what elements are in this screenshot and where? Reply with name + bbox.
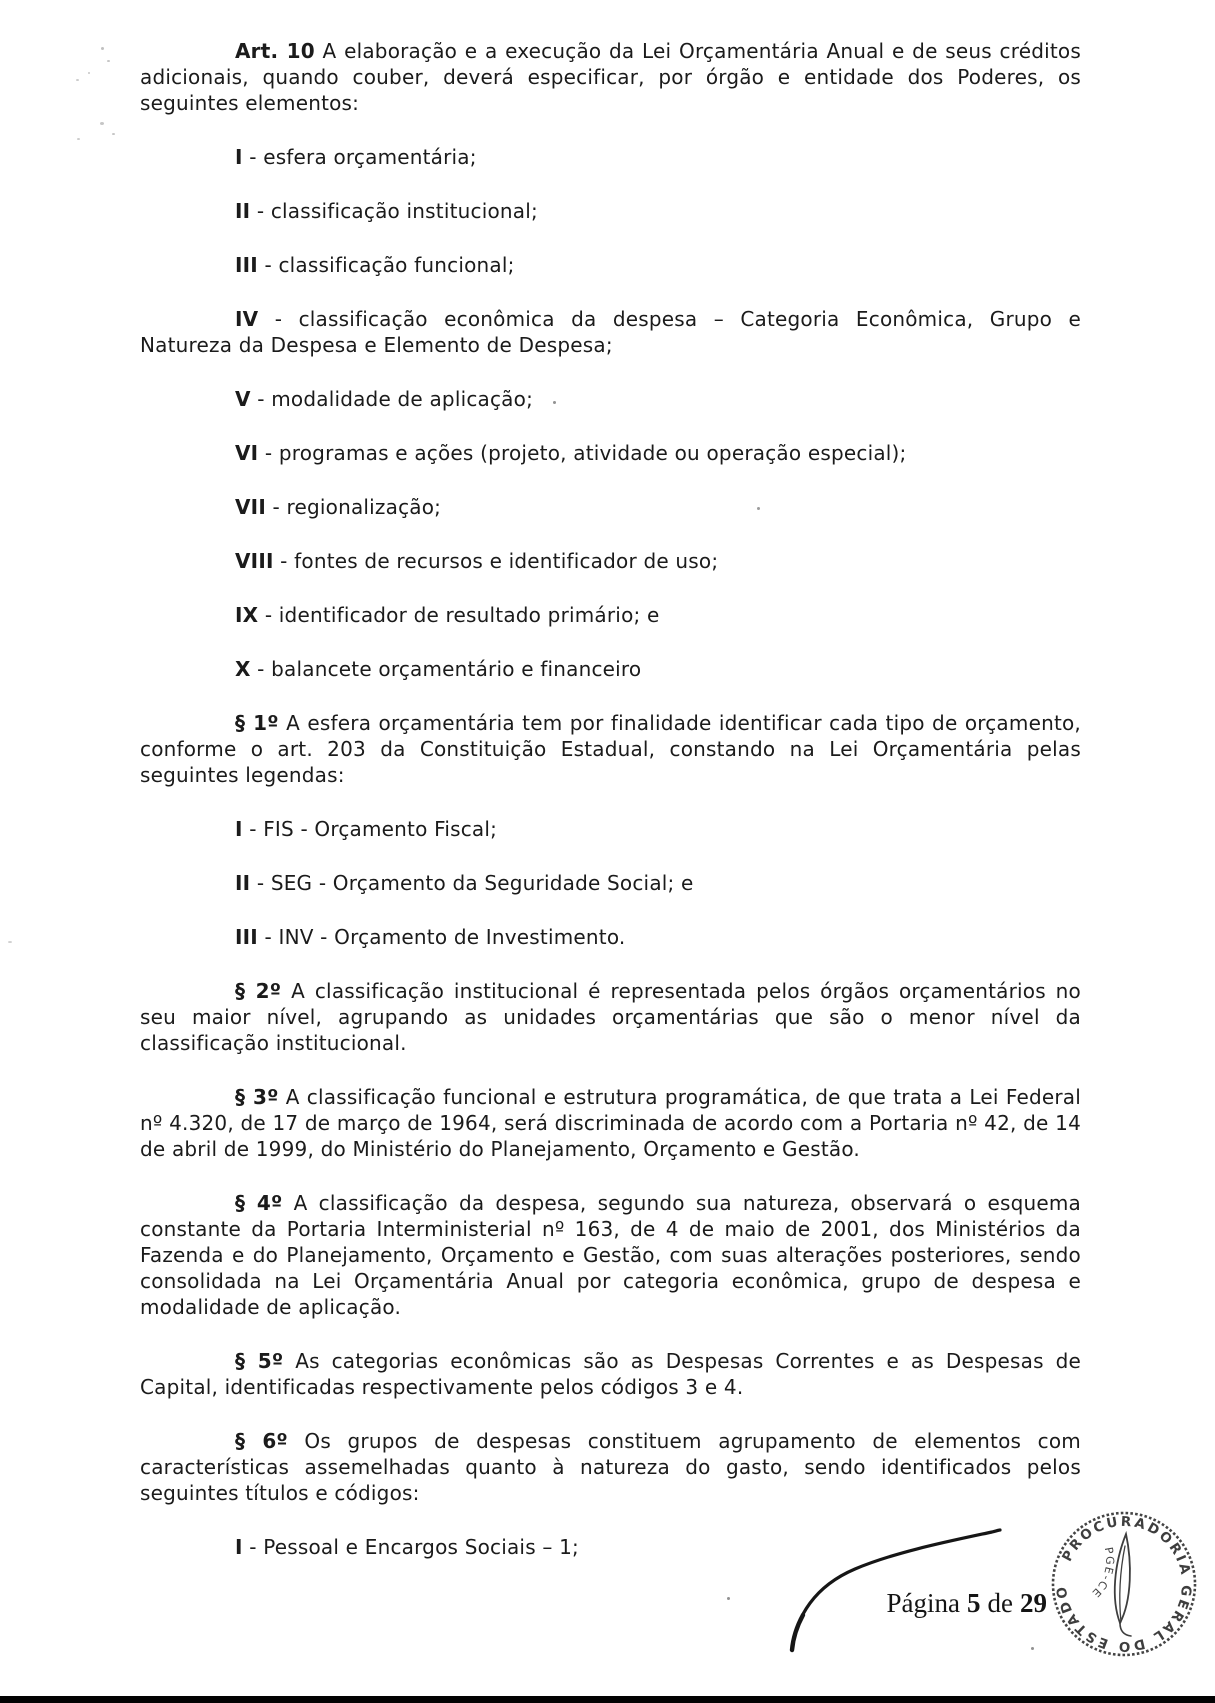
paragraph-lead: § 5º bbox=[235, 1349, 284, 1373]
paragraph-text: A classificação institucional é representada pelos órgãos orçamentários no seu maior nível, agrupando as unidades orçamentárias que são o menor nível da classificação institucional. bbox=[140, 979, 1081, 1055]
scan-noise-speck bbox=[8, 941, 12, 943]
paragraph-lead: X bbox=[235, 657, 251, 681]
paragraph bbox=[140, 1084, 1081, 1162]
paragraph-text: A elaboração e a execução da Lei Orçamentária Anual e de seus créditos adicionais, quando couber, deverá especificar, por órgão e entidade dos Poderes, os seguintes elementos: bbox=[140, 39, 1081, 115]
paragraph-text: - classificação institucional; bbox=[250, 199, 538, 223]
paragraph-lead: IV bbox=[235, 307, 259, 331]
paragraph bbox=[140, 602, 1081, 628]
paragraph-lead: IX bbox=[235, 603, 259, 627]
scan-noise-speck bbox=[100, 122, 104, 125]
paragraph-text: A classificação funcional e estrutura programática, de que trata a Lei Federal nº 4.320, de 17 de março de 1964, será discriminada de acordo com a Portaria nº 42, de 14 de abril de 1999, do Ministério do Planejamento, Orçamento e Gestão. bbox=[140, 1085, 1081, 1161]
scan-noise-speck bbox=[1031, 1647, 1034, 1650]
paragraph bbox=[140, 144, 1081, 170]
paragraph bbox=[140, 198, 1081, 224]
paragraph-lead: Art. 10 bbox=[235, 39, 315, 63]
page-label: Página bbox=[886, 1588, 961, 1618]
paragraph-lead: II bbox=[235, 199, 251, 223]
paragraph bbox=[140, 816, 1081, 842]
paragraph-lead: § 1º bbox=[235, 711, 279, 735]
scan-noise-speck bbox=[77, 138, 80, 140]
paragraph bbox=[140, 252, 1081, 278]
page-total: 29 bbox=[1020, 1588, 1047, 1618]
paragraph-lead: § 6º bbox=[235, 1429, 288, 1453]
paragraph-lead: III bbox=[235, 925, 258, 949]
paragraph-lead: I bbox=[235, 1535, 243, 1559]
paragraph-text: A classificação da despesa, segundo sua natureza, observará o esquema constante da Portaria Interministerial nº 163, de 4 de maio de 2001, dos Ministérios da Fazenda e do Planejamento, Orçamento e Gestão, com suas alterações posteriores, sendo consolidada na Lei Orçamentária Anual por categoria econômica, grupo de despesa e modalidade de aplicação. bbox=[140, 1191, 1081, 1319]
paragraph-text: - fontes de recursos e identificador de uso; bbox=[273, 549, 719, 573]
paragraph bbox=[140, 978, 1081, 1056]
paragraph bbox=[140, 1190, 1081, 1320]
paragraph-text: - identificador de resultado primário; e bbox=[258, 603, 660, 627]
scan-noise-speck bbox=[107, 60, 110, 62]
paragraph bbox=[140, 710, 1081, 788]
paragraph-lead: § 2º bbox=[235, 979, 282, 1003]
scan-edge-bar bbox=[0, 1696, 1215, 1703]
page-current: 5 bbox=[967, 1588, 981, 1618]
page-number-footer bbox=[140, 1588, 1047, 1619]
paragraph-text: - classificação econômica da despesa – Categoria Econômica, Grupo e Natureza da Despesa e Elemento de Despesa; bbox=[140, 307, 1081, 357]
scan-noise-speck bbox=[88, 72, 90, 74]
paragraph bbox=[140, 656, 1081, 682]
stamp-badge-text: PGE-CE bbox=[1088, 1546, 1117, 1601]
paragraph-text: - Pessoal e Encargos Sociais – 1; bbox=[242, 1535, 579, 1559]
document-body bbox=[140, 38, 1081, 1588]
paragraph bbox=[140, 870, 1081, 896]
scan-noise-speck bbox=[76, 79, 79, 81]
scan-noise-speck bbox=[101, 47, 104, 50]
page-separator: de bbox=[987, 1588, 1013, 1618]
paragraph bbox=[140, 38, 1081, 116]
paragraph-lead: VI bbox=[235, 441, 259, 465]
paragraph-lead: § 4º bbox=[235, 1191, 283, 1215]
paragraph-lead: I bbox=[235, 145, 243, 169]
paragraph bbox=[140, 924, 1081, 950]
paragraph-text: - modalidade de aplicação; bbox=[250, 387, 534, 411]
paragraph-lead: VIII bbox=[235, 549, 274, 573]
paragraph-lead: § 3º bbox=[235, 1085, 279, 1109]
stamp-ring-text: PROCURADORIA GERAL DO ESTADO bbox=[1053, 1513, 1195, 1655]
paragraph-text: - regionalização; bbox=[265, 495, 442, 519]
paragraph-text: - INV - Orçamento de Investimento. bbox=[257, 925, 626, 949]
paragraph bbox=[140, 1348, 1081, 1400]
paragraph bbox=[140, 306, 1081, 358]
paragraph-text: Os grupos de despesas constituem agrupamento de elementos com características assemelhadas quanto à natureza do gasto, sendo identificados pelos seguintes títulos e códigos: bbox=[140, 1429, 1081, 1505]
procuradoria-stamp bbox=[1044, 1504, 1204, 1664]
paragraph-lead: I bbox=[235, 817, 243, 841]
svg-text:PGE-CE bbox=[1088, 1546, 1116, 1601]
paragraph-text: - esfera orçamentária; bbox=[242, 145, 477, 169]
quill-icon bbox=[1115, 1534, 1131, 1636]
paragraph-lead: II bbox=[235, 871, 251, 895]
paragraph-lead: III bbox=[235, 253, 258, 277]
paragraph-text: - FIS - Orçamento Fiscal; bbox=[242, 817, 498, 841]
paragraph-text: A esfera orçamentária tem por finalidade identificar cada tipo de orçamento, conforme o art. 203 da Constituição Estadual, constando na Lei Orçamentária pelas seguintes legendas: bbox=[140, 711, 1081, 787]
paragraph-lead: V bbox=[235, 387, 251, 411]
paragraph-text: As categorias econômicas são as Despesas Correntes e as Despesas de Capital, identificadas respectivamente pelos códigos 3 e 4. bbox=[140, 1349, 1081, 1399]
paragraph-text: - classificação funcional; bbox=[257, 253, 515, 277]
paragraph bbox=[140, 440, 1081, 466]
paragraph bbox=[140, 386, 1081, 412]
scan-noise-speck bbox=[112, 133, 115, 135]
paragraph-lead: VII bbox=[235, 495, 266, 519]
paragraph bbox=[140, 1428, 1081, 1506]
paragraph bbox=[140, 548, 1081, 574]
paragraph-text: - SEG - Orçamento da Seguridade Social; e bbox=[250, 871, 694, 895]
paragraph-text: - programas e ações (projeto, atividade ou operação especial); bbox=[258, 441, 907, 465]
paragraph bbox=[140, 494, 1081, 520]
paragraph-text: - balancete orçamentário e financeiro bbox=[250, 657, 642, 681]
